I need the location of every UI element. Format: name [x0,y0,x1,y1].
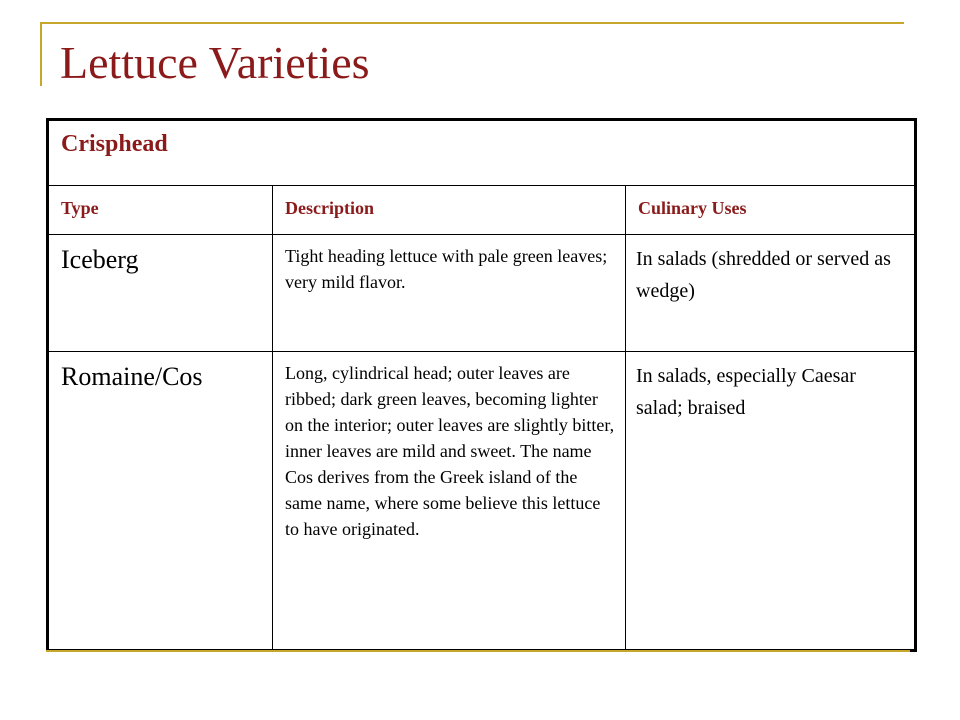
left-decorative-rule [40,22,42,86]
slide-title: Lettuce Varieties [60,37,370,88]
table-row [48,352,916,651]
column-header-description: Description [273,186,626,235]
column-header-type: Type [48,186,273,235]
column-header-culinary-uses: Culinary Uses [626,186,916,235]
column-header-row [48,186,916,235]
description-cell: Tight heading lettuce with pale green leaves; very mild flavor. [273,235,626,352]
type-cell: Iceberg [48,235,273,352]
lettuce-varieties-table [46,118,917,652]
culinary-uses-cell: In salads (shredded or served as wedge) [626,235,916,352]
group-label: Crisphead [48,120,916,186]
top-decorative-rule [40,22,904,24]
culinary-uses-cell: In salads, especially Caesar salad; braised [626,352,916,651]
type-cell: Romaine/Cos [48,352,273,651]
group-header-row [48,120,916,186]
bottom-decorative-rule [46,650,910,652]
description-cell: Long, cylindrical head; outer leaves are ribbed; dark green leaves, becoming lighter on the interior; outer leaves are slightly bitter, inner leaves are mild and sweet. The name Cos derives from the Greek island of the same name, where some believe this lettuce to have originated. [273,352,626,651]
table-row [48,235,916,352]
